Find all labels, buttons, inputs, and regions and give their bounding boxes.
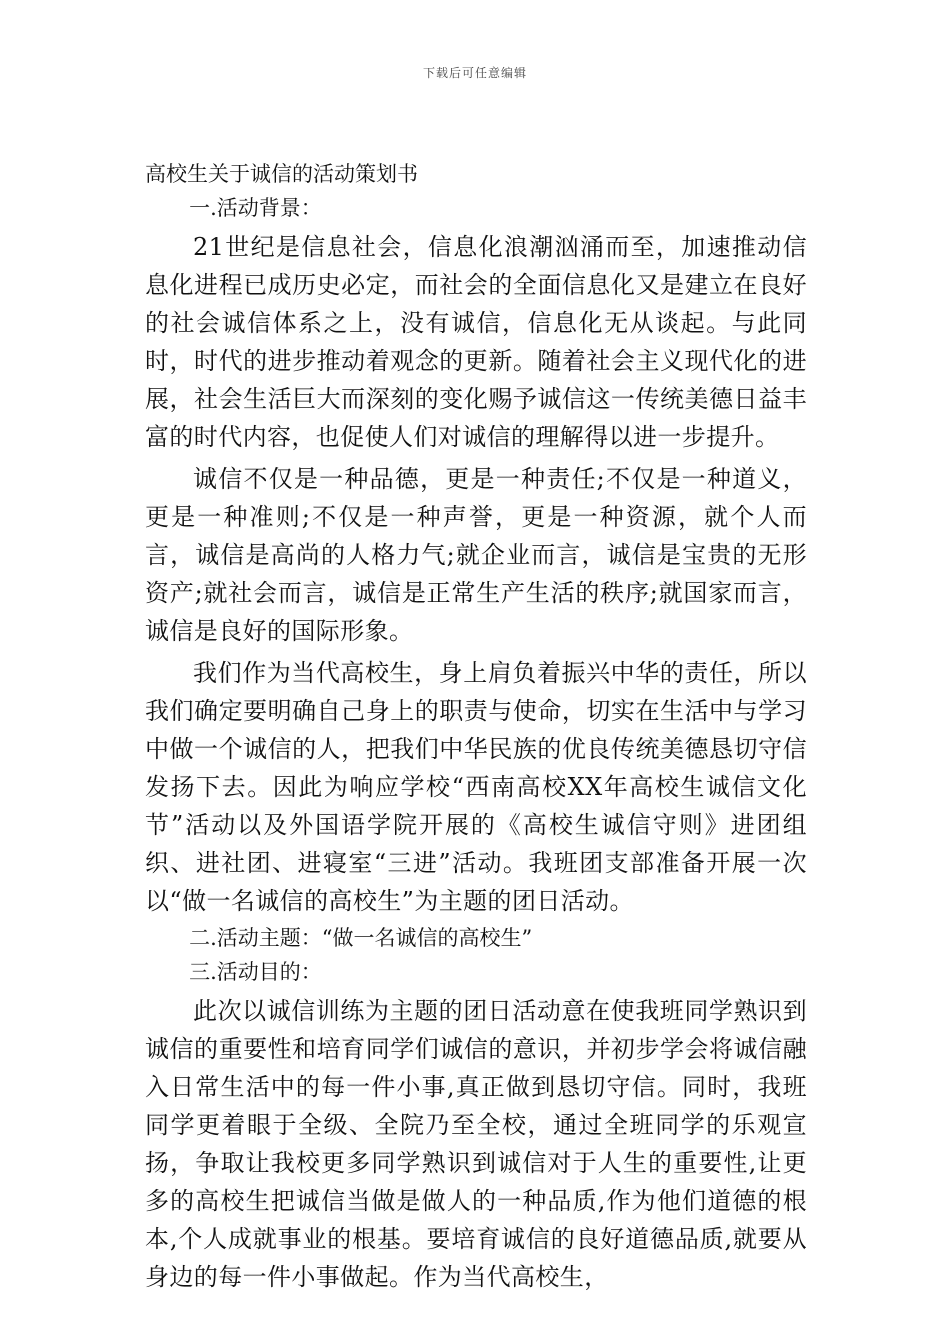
paragraph-background-3: 我们作为当代高校生，身上肩负着振兴中华的责任，所以我们确定要明确自己身上的职责与使命，切实在生活中与学习中做一个诚信的人，把我们中华民族的优良传统美德恳切守信发扬下去。因此为响应学校“西南高校XX年高校生诚信文化节”活动以及外国语学院开展的《高校生诚信守则》进团组织、进社团、进寝室“三进”活动。我班团支部准备开展一次以“做一名诚信的高校生”为主题的团日活动。 xyxy=(145,659,807,915)
section-heading-background: 一.活动背景： xyxy=(189,196,322,220)
paragraph-background-2: 诚信不仅是一种品德，更是一种责任;不仅是一种道义，更是一种准则;不仅是一种声誉，更是一种资源，就个人而言，诚信是高尚的人格力气;就企业而言，诚信是宝贵的无形资产;就社会而言，诚信是正常生产生活的秩序;就国家而言，诚信是良好的国际形象。 xyxy=(145,465,807,645)
document-body xyxy=(145,160,807,1298)
page-header-note: 下载后可任意编辑 xyxy=(422,66,527,80)
document-title: 高校生关于诚信的活动策划书 xyxy=(145,162,418,186)
section-heading-purpose: 三.活动目的： xyxy=(189,960,322,984)
paragraph-purpose: 此次以诚信训练为主题的团日活动意在使我班同学熟识到诚信的重要性和培育同学们诚信的意识，并初步学会将诚信融入日常生活中的每一件小事,真正做到恳切守信。同时，我班同学更着眼于全级、全院乃至全校，通过全班同学的乐观宣扬，争取让我校更多同学熟识到诚信对于人生的重要性,让更多的高校生把诚信当做是做人的一种品质,作为他们道德的根本,个人成就事业的根基。要培育诚信的良好道德品质,就要从身边的每一件小事做起。作为当代高校生， xyxy=(145,997,807,1291)
section-heading-theme: 二.活动主题：“做一名诚信的高校生” xyxy=(189,926,533,950)
paragraph-background-1: 21世纪是信息社会，信息化浪潮汹涌而至，加速推动信息化进程已成历史必定，而社会的全面信息化又是建立在良好的社会诚信体系之上，没有诚信，信息化无从谈起。与此同时，时代的进步推动着观念的更新。随着社会主义现代化的进展，社会生活巨大而深刻的变化赐予诚信这一传统美德日益丰富的时代内容，也促使人们对诚信的理解得以进一步提升。 xyxy=(145,233,807,451)
